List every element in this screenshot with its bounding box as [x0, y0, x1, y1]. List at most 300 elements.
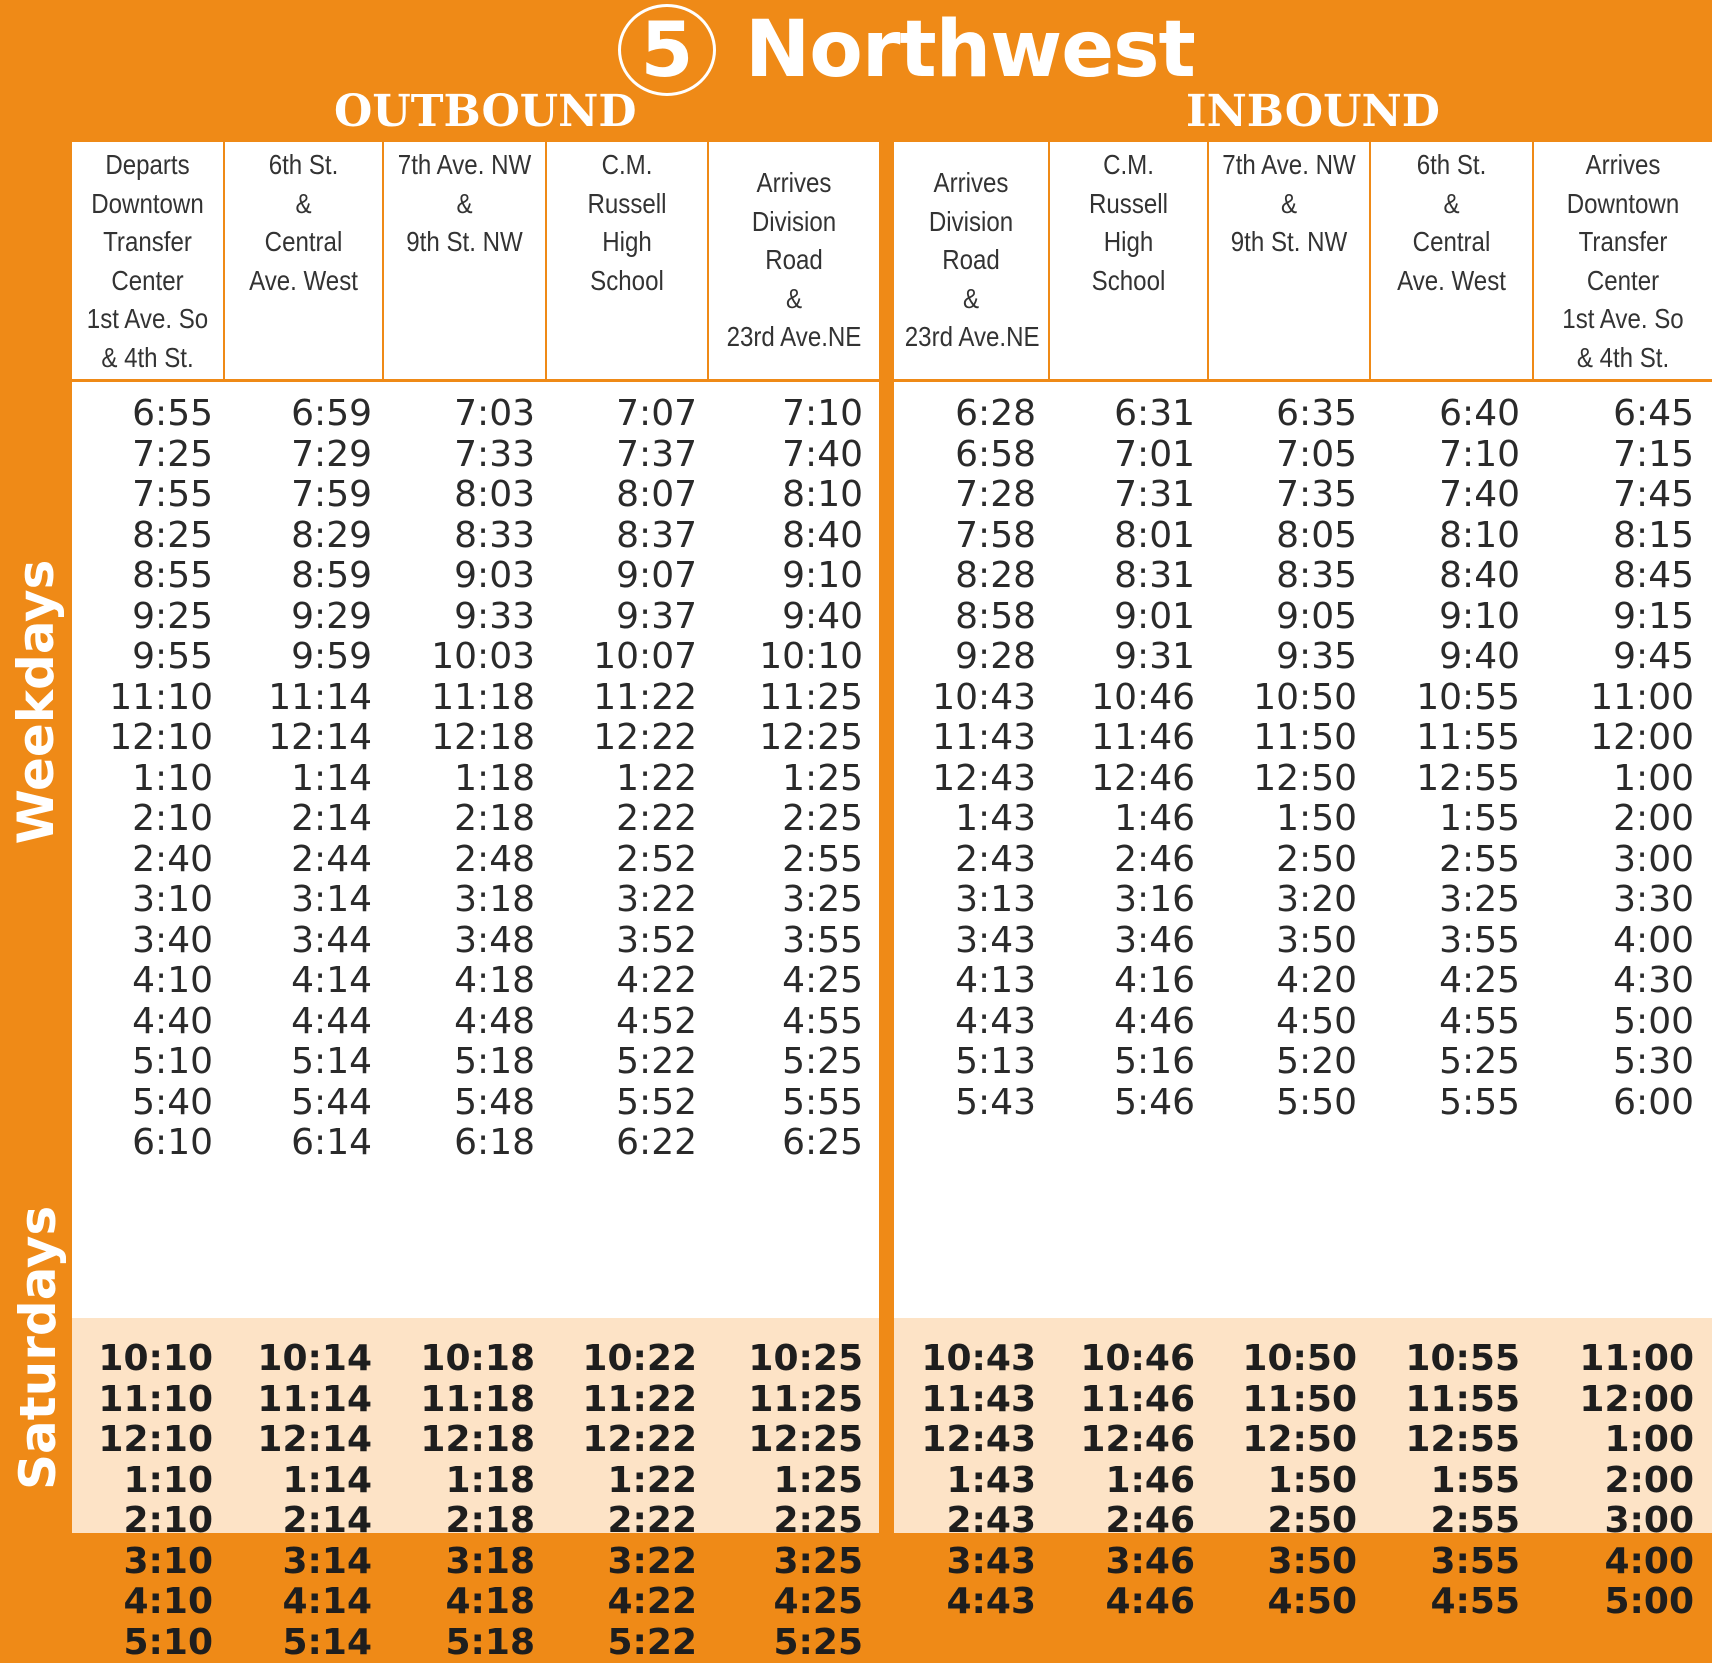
time-cell: 9:45 [1534, 637, 1712, 678]
time-cell: 10:50 [1209, 1339, 1371, 1380]
time-cell: 11:25 [709, 678, 879, 719]
table-row [72, 799, 879, 840]
time-cell: 5:22 [547, 1623, 709, 1663]
column-header-line: Center [1546, 262, 1699, 301]
time-cell: 3:18 [384, 1542, 547, 1583]
time-cell: 10:43 [894, 1339, 1050, 1380]
table-row [894, 637, 1712, 678]
column-header [1534, 142, 1712, 379]
time-cell: 4:30 [1534, 961, 1712, 1002]
time-cell: 11:50 [1209, 718, 1371, 759]
time-cell: 6:22 [547, 1123, 709, 1164]
time-cell: 7:35 [1209, 475, 1371, 516]
column-header [72, 142, 225, 379]
time-cell: 9:01 [1050, 597, 1209, 638]
time-cell: 7:59 [225, 475, 384, 516]
time-cell: 2:40 [72, 840, 225, 881]
time-cell: 7:10 [1371, 435, 1534, 476]
column-header-line: Departs [83, 146, 213, 185]
saturdays-label: Saturdays [9, 1230, 67, 1490]
time-cell: 12:43 [894, 1420, 1050, 1461]
time-cell: 3:52 [547, 921, 709, 962]
time-cell: 9:35 [1209, 637, 1371, 678]
table-row [894, 1420, 1712, 1461]
time-cell: 9:15 [1534, 597, 1712, 638]
column-header-line: 6th St. [236, 146, 371, 185]
time-cell: 4:10 [72, 1582, 225, 1623]
time-cell: 7:28 [894, 475, 1050, 516]
inbound-saturday-times [894, 1318, 1712, 1533]
time-cell: 6:25 [709, 1123, 879, 1164]
time-cell: 8:55 [72, 556, 225, 597]
time-cell: 9:10 [1371, 597, 1534, 638]
time-cell: 11:55 [1371, 1380, 1534, 1421]
column-header-line: Russell [558, 185, 696, 224]
time-cell: 2:10 [72, 799, 225, 840]
time-cell: 9:33 [384, 597, 547, 638]
time-cell: 1:46 [1050, 799, 1209, 840]
time-cell: 6:18 [384, 1123, 547, 1164]
time-cell: 2:14 [225, 799, 384, 840]
column-header-line: Transfer [1546, 223, 1699, 262]
column-header [709, 142, 879, 379]
time-cell: 2:00 [1534, 799, 1712, 840]
time-cell: 10:03 [384, 637, 547, 678]
time-cell: 4:50 [1209, 1582, 1371, 1623]
time-cell: 10:10 [709, 637, 879, 678]
table-row [894, 556, 1712, 597]
time-cell: 2:25 [709, 799, 879, 840]
time-cell: 3:25 [709, 880, 879, 921]
time-cell: 1:22 [547, 759, 709, 800]
time-cell: 2:43 [894, 840, 1050, 881]
outbound-column-headers [72, 142, 879, 379]
table-row [72, 1002, 879, 1043]
time-cell: 5:50 [1209, 1083, 1371, 1124]
column-header-line: & [1382, 185, 1520, 224]
column-header-line: 1st Ave. So [83, 300, 213, 339]
column-header-line: Ave. West [236, 262, 371, 301]
column-header-line: & [905, 280, 1037, 319]
time-cell: 3:55 [709, 921, 879, 962]
time-cell: 5:43 [894, 1083, 1050, 1124]
table-row [894, 1542, 1712, 1583]
table-row [72, 475, 879, 516]
time-cell: 8:59 [225, 556, 384, 597]
column-header-line: High [558, 223, 696, 262]
time-cell: 8:40 [1371, 556, 1534, 597]
table-row [894, 880, 1712, 921]
time-cell: 10:50 [1209, 678, 1371, 719]
time-cell: 12:14 [225, 1420, 384, 1461]
time-cell: 3:13 [894, 880, 1050, 921]
time-cell: 5:55 [709, 1083, 879, 1124]
time-cell: 8:31 [1050, 556, 1209, 597]
column-header-line: School [1061, 262, 1196, 301]
table-row [894, 516, 1712, 557]
time-cell: 5:14 [225, 1042, 384, 1083]
column-header-line: Arrives [721, 164, 867, 203]
time-cell: 4:55 [709, 1002, 879, 1043]
time-cell: 1:25 [709, 1461, 879, 1502]
time-cell: 1:25 [709, 759, 879, 800]
time-cell: 6:58 [894, 435, 1050, 476]
time-cell: 6:00 [1534, 1083, 1712, 1124]
time-cell: 2:00 [1534, 1461, 1712, 1502]
column-header-line: C.M. [1061, 146, 1196, 185]
time-cell: 1:43 [894, 799, 1050, 840]
time-cell: 12:10 [72, 1420, 225, 1461]
column-header-line: Arrives [905, 164, 1037, 203]
time-cell: 4:40 [72, 1002, 225, 1043]
table-row [894, 961, 1712, 1002]
table-row [72, 556, 879, 597]
time-cell: 3:00 [1534, 840, 1712, 881]
time-cell: 6:10 [72, 1123, 225, 1164]
time-cell: 8:03 [384, 475, 547, 516]
time-cell: 1:10 [72, 1461, 225, 1502]
column-header-line: & [236, 185, 371, 224]
time-cell: 11:43 [894, 1380, 1050, 1421]
time-cell: 8:33 [384, 516, 547, 557]
time-cell: 2:18 [384, 799, 547, 840]
time-cell: 2:46 [1050, 1501, 1209, 1542]
time-cell: 3:48 [384, 921, 547, 962]
time-cell: 7:40 [1371, 475, 1534, 516]
time-cell: 8:40 [709, 516, 879, 557]
column-header-line: Ave. West [1382, 262, 1520, 301]
time-cell: 10:46 [1050, 1339, 1209, 1380]
table-row [72, 1582, 879, 1623]
inbound-column-headers [894, 142, 1712, 379]
time-cell: 4:46 [1050, 1002, 1209, 1043]
table-row [894, 840, 1712, 881]
time-cell: 1:14 [225, 759, 384, 800]
time-cell: 8:45 [1534, 556, 1712, 597]
time-cell: 2:22 [547, 799, 709, 840]
time-cell: 9:55 [72, 637, 225, 678]
time-cell: 12:25 [709, 718, 879, 759]
time-cell: 11:46 [1050, 1380, 1209, 1421]
time-cell: 9:25 [72, 597, 225, 638]
time-cell: 11:10 [72, 1380, 225, 1421]
time-cell: 2:55 [709, 840, 879, 881]
time-cell: 7:45 [1534, 475, 1712, 516]
table-row [72, 961, 879, 1002]
time-cell: 11:55 [1371, 718, 1534, 759]
time-cell: 1:46 [1050, 1461, 1209, 1502]
time-cell: 12:10 [72, 718, 225, 759]
time-cell: 7:31 [1050, 475, 1209, 516]
time-cell: 1:43 [894, 1461, 1050, 1502]
time-cell: 3:16 [1050, 880, 1209, 921]
time-cell: 5:16 [1050, 1042, 1209, 1083]
time-cell: 3:20 [1209, 880, 1371, 921]
time-cell: 4:55 [1371, 1582, 1534, 1623]
column-header-line: & [1220, 185, 1358, 224]
outbound-timetable [72, 142, 879, 1533]
outbound-weekday-times [72, 382, 879, 1318]
time-cell: 1:55 [1371, 1461, 1534, 1502]
time-cell: 5:00 [1534, 1002, 1712, 1043]
time-cell: 8:35 [1209, 556, 1371, 597]
column-header-line: & [721, 280, 867, 319]
time-cell: 6:35 [1209, 394, 1371, 435]
table-row [894, 435, 1712, 476]
time-cell: 4:25 [1371, 961, 1534, 1002]
time-cell: 9:29 [225, 597, 384, 638]
time-cell: 4:16 [1050, 961, 1209, 1002]
time-cell: 7:03 [384, 394, 547, 435]
time-cell: 11:18 [384, 1380, 547, 1421]
table-row [894, 799, 1712, 840]
time-cell: 5:25 [1371, 1042, 1534, 1083]
time-cell: 12:50 [1209, 1420, 1371, 1461]
table-row [72, 1083, 879, 1124]
table-row [72, 637, 879, 678]
time-cell: 2:18 [384, 1501, 547, 1542]
time-cell: 5:44 [225, 1083, 384, 1124]
time-cell: 8:28 [894, 556, 1050, 597]
time-cell: 4:52 [547, 1002, 709, 1043]
column-header-line: High [1061, 223, 1196, 262]
time-cell: 12:22 [547, 1420, 709, 1461]
time-cell: 5:46 [1050, 1083, 1209, 1124]
time-cell: 12:43 [894, 759, 1050, 800]
column-header-line: Road [905, 241, 1037, 280]
time-cell: 12:00 [1534, 1380, 1712, 1421]
time-cell: 1:00 [1534, 759, 1712, 800]
time-cell: 7:05 [1209, 435, 1371, 476]
time-cell: 4:00 [1534, 921, 1712, 962]
time-cell: 5:10 [72, 1042, 225, 1083]
time-cell: 12:55 [1371, 759, 1534, 800]
column-header-line: Division [721, 203, 867, 242]
time-cell: 9:05 [1209, 597, 1371, 638]
table-row [894, 1002, 1712, 1043]
time-cell: 1:22 [547, 1461, 709, 1502]
table-row [894, 718, 1712, 759]
time-cell: 3:25 [1371, 880, 1534, 921]
time-cell: 5:18 [384, 1042, 547, 1083]
time-cell: 1:18 [384, 1461, 547, 1502]
table-row [72, 1542, 879, 1583]
table-row [72, 880, 879, 921]
table-row [72, 435, 879, 476]
table-row [72, 1420, 879, 1461]
time-cell: 4:46 [1050, 1582, 1209, 1623]
table-row [72, 394, 879, 435]
time-cell: 2:55 [1371, 840, 1534, 881]
time-cell: 11:00 [1534, 1339, 1712, 1380]
column-header-line: Downtown [1546, 185, 1699, 224]
time-cell: 4:00 [1534, 1542, 1712, 1583]
column-header-line: Central [236, 223, 371, 262]
column-header [894, 142, 1050, 379]
time-cell: 5:25 [709, 1623, 879, 1663]
time-cell: 5:22 [547, 1042, 709, 1083]
time-cell: 10:10 [72, 1339, 225, 1380]
time-cell: 9:40 [709, 597, 879, 638]
table-row [894, 597, 1712, 638]
time-cell: 8:01 [1050, 516, 1209, 557]
table-row [72, 1123, 879, 1164]
time-cell: 12:55 [1371, 1420, 1534, 1461]
table-row [894, 1083, 1712, 1124]
time-cell: 9:28 [894, 637, 1050, 678]
table-row [894, 394, 1712, 435]
column-header [1371, 142, 1534, 379]
time-cell: 3:50 [1209, 1542, 1371, 1583]
table-row [894, 1501, 1712, 1542]
inbound-weekday-times [894, 382, 1712, 1318]
table-row [894, 1042, 1712, 1083]
time-cell: 11:22 [547, 1380, 709, 1421]
time-cell: 12:18 [384, 1420, 547, 1461]
time-cell: 11:22 [547, 678, 709, 719]
column-header-line: 9th St. NW [395, 223, 533, 262]
table-row [72, 718, 879, 759]
table-row [72, 759, 879, 800]
time-cell: 3:46 [1050, 921, 1209, 962]
table-row [72, 921, 879, 962]
time-cell: 5:10 [72, 1623, 225, 1663]
time-cell: 6:14 [225, 1123, 384, 1164]
time-cell: 4:44 [225, 1002, 384, 1043]
time-cell: 11:43 [894, 718, 1050, 759]
time-cell: 5:30 [1534, 1042, 1712, 1083]
time-cell: 6:40 [1371, 394, 1534, 435]
column-header-line: 9th St. NW [1220, 223, 1358, 262]
time-cell: 1:50 [1209, 1461, 1371, 1502]
time-cell: 12:18 [384, 718, 547, 759]
column-header [1209, 142, 1371, 379]
column-header-line: Road [721, 241, 867, 280]
time-cell: 3:55 [1371, 921, 1534, 962]
time-cell: 11:14 [225, 678, 384, 719]
time-cell: 8:29 [225, 516, 384, 557]
time-cell: 3:55 [1371, 1542, 1534, 1583]
time-cell: 10:22 [547, 1339, 709, 1380]
time-cell: 3:10 [72, 1542, 225, 1583]
column-header [384, 142, 547, 379]
time-cell: 4:14 [225, 1582, 384, 1623]
column-header-line: Arrives [1546, 146, 1699, 185]
time-cell: 12:46 [1050, 759, 1209, 800]
table-row [894, 475, 1712, 516]
time-cell: 12:14 [225, 718, 384, 759]
time-cell: 11:50 [1209, 1380, 1371, 1421]
time-cell: 5:13 [894, 1042, 1050, 1083]
time-cell: 6:55 [72, 394, 225, 435]
time-cell: 4:20 [1209, 961, 1371, 1002]
time-cell: 4:25 [709, 961, 879, 1002]
time-cell: 8:37 [547, 516, 709, 557]
time-cell: 8:10 [1371, 516, 1534, 557]
time-cell: 3:22 [547, 1542, 709, 1583]
time-cell: 4:55 [1371, 1002, 1534, 1043]
column-header [547, 142, 709, 379]
column-header-line: School [558, 262, 696, 301]
time-cell: 8:05 [1209, 516, 1371, 557]
time-cell: 6:45 [1534, 394, 1712, 435]
table-row [72, 1339, 879, 1380]
column-header-line: Center [83, 262, 213, 301]
table-row [72, 597, 879, 638]
time-cell: 2:55 [1371, 1501, 1534, 1542]
time-cell: 11:14 [225, 1380, 384, 1421]
column-header [225, 142, 384, 379]
time-cell: 10:25 [709, 1339, 879, 1380]
column-header-line: & 4th St. [83, 339, 213, 378]
time-cell: 2:46 [1050, 840, 1209, 881]
time-cell: 10:43 [894, 678, 1050, 719]
table-row [72, 1042, 879, 1083]
table-row [894, 1582, 1712, 1623]
time-cell: 7:29 [225, 435, 384, 476]
time-cell: 1:50 [1209, 799, 1371, 840]
column-header-line: 23rd Ave.NE [905, 318, 1037, 357]
time-cell: 5:40 [72, 1083, 225, 1124]
time-cell: 3:18 [384, 880, 547, 921]
table-row [894, 921, 1712, 962]
time-cell: 5:18 [384, 1623, 547, 1663]
time-cell: 8:07 [547, 475, 709, 516]
table-row [72, 1380, 879, 1421]
time-cell: 3:00 [1534, 1501, 1712, 1542]
time-cell: 3:44 [225, 921, 384, 962]
time-cell: 4:50 [1209, 1002, 1371, 1043]
time-cell: 2:43 [894, 1501, 1050, 1542]
column-header-line: & 4th St. [1546, 339, 1699, 378]
time-cell: 1:55 [1371, 799, 1534, 840]
time-cell: 7:37 [547, 435, 709, 476]
time-cell: 4:18 [384, 1582, 547, 1623]
time-cell: 7:25 [72, 435, 225, 476]
time-cell: 11:00 [1534, 678, 1712, 719]
time-cell: 4:22 [547, 961, 709, 1002]
time-cell: 2:52 [547, 840, 709, 881]
time-cell: 9:10 [709, 556, 879, 597]
time-cell: 2:50 [1209, 1501, 1371, 1542]
time-cell: 3:43 [894, 921, 1050, 962]
time-cell: 4:10 [72, 961, 225, 1002]
time-cell: 7:40 [709, 435, 879, 476]
weekdays-label: Weekdays [7, 557, 65, 847]
time-cell: 4:14 [225, 961, 384, 1002]
table-row [72, 516, 879, 557]
time-cell: 1:00 [1534, 1420, 1712, 1461]
time-cell: 3:14 [225, 880, 384, 921]
column-header [1050, 142, 1209, 379]
time-cell: 4:13 [894, 961, 1050, 1002]
time-cell: 5:00 [1534, 1582, 1712, 1623]
time-cell: 6:31 [1050, 394, 1209, 435]
time-cell: 4:25 [709, 1582, 879, 1623]
table-row [72, 1501, 879, 1542]
time-cell: 12:50 [1209, 759, 1371, 800]
time-cell: 10:14 [225, 1339, 384, 1380]
time-cell: 12:00 [1534, 718, 1712, 759]
time-cell: 2:22 [547, 1501, 709, 1542]
time-cell: 10:55 [1371, 1339, 1534, 1380]
table-row [894, 759, 1712, 800]
table-row [72, 678, 879, 719]
time-cell: 4:48 [384, 1002, 547, 1043]
time-cell: 3:43 [894, 1542, 1050, 1583]
time-cell: 3:46 [1050, 1542, 1209, 1583]
time-cell: 6:59 [225, 394, 384, 435]
